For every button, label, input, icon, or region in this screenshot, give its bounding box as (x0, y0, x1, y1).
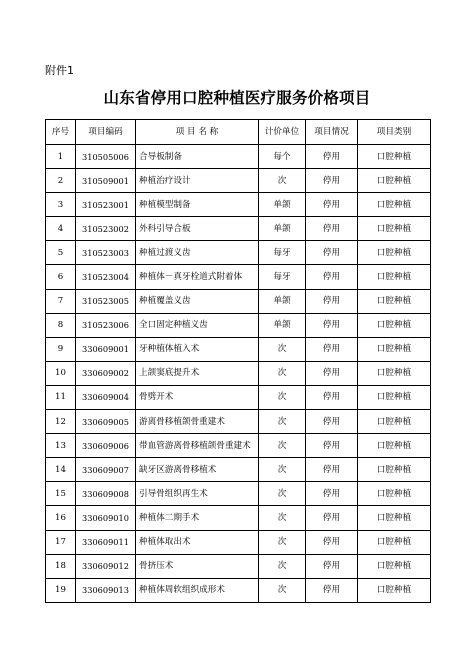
cell-name: 缺牙区游离骨移植术 (136, 458, 259, 482)
cell-status: 停用 (306, 265, 358, 289)
cell-index: 14 (46, 458, 76, 482)
cell-code: 310523002 (76, 217, 136, 241)
cell-index: 10 (46, 361, 76, 385)
cell-index: 16 (46, 506, 76, 530)
cell-index: 13 (46, 434, 76, 458)
cell-name: 引导骨组织再生术 (136, 482, 259, 506)
cell-unit: 次 (259, 434, 306, 458)
cell-unit: 次 (259, 506, 306, 530)
header-index: 序号 (46, 120, 76, 145)
cell-status: 停用 (306, 337, 358, 361)
cell-status: 停用 (306, 385, 358, 409)
cell-category: 口腔种植 (358, 313, 431, 337)
cell-category: 口腔种植 (358, 337, 431, 361)
cell-status: 停用 (306, 578, 358, 602)
table-row (46, 337, 431, 361)
cell-code: 310509001 (76, 169, 136, 193)
cell-category: 口腔种植 (358, 385, 431, 409)
cell-status: 停用 (306, 313, 358, 337)
cell-name: 带血管游离骨移植颌骨重建术 (136, 434, 259, 458)
cell-index: 6 (46, 265, 76, 289)
cell-unit: 单颌 (259, 289, 306, 313)
cell-unit: 次 (259, 458, 306, 482)
cell-category: 口腔种植 (358, 482, 431, 506)
header-code: 项目编码 (76, 120, 136, 145)
cell-index: 17 (46, 530, 76, 554)
cell-status: 停用 (306, 193, 358, 217)
table-row (46, 169, 431, 193)
cell-code: 310523001 (76, 193, 136, 217)
cell-index: 2 (46, 169, 76, 193)
cell-code: 310523005 (76, 289, 136, 313)
cell-code: 330609012 (76, 554, 136, 578)
cell-code: 330609006 (76, 434, 136, 458)
cell-category: 口腔种植 (358, 241, 431, 265)
cell-index: 18 (46, 554, 76, 578)
cell-unit: 单颌 (259, 193, 306, 217)
cell-index: 4 (46, 217, 76, 241)
cell-unit: 次 (259, 169, 306, 193)
cell-index: 3 (46, 193, 76, 217)
table-row (46, 265, 431, 289)
cell-name: 种植覆盖义齿 (136, 289, 259, 313)
cell-status: 停用 (306, 458, 358, 482)
cell-status: 停用 (306, 217, 358, 241)
cell-name: 种植体取出术 (136, 530, 259, 554)
cell-category: 口腔种植 (358, 169, 431, 193)
cell-unit: 单颌 (259, 217, 306, 241)
table-row (46, 217, 431, 241)
price-items-table (45, 119, 431, 603)
cell-code: 330609013 (76, 578, 136, 602)
cell-status: 停用 (306, 482, 358, 506)
cell-unit: 次 (259, 385, 306, 409)
table-row (46, 289, 431, 313)
cell-index: 8 (46, 313, 76, 337)
cell-name: 种植过渡义齿 (136, 241, 259, 265)
table-row (46, 482, 431, 506)
cell-status: 停用 (306, 361, 358, 385)
cell-code: 330609007 (76, 458, 136, 482)
cell-index: 7 (46, 289, 76, 313)
cell-unit: 次 (259, 482, 306, 506)
cell-code: 330609004 (76, 385, 136, 409)
cell-name: 种植体周软组织成形术 (136, 578, 259, 602)
cell-code: 310505006 (76, 145, 136, 169)
cell-unit: 单颌 (259, 313, 306, 337)
cell-unit: 次 (259, 554, 306, 578)
cell-name: 上颌窦底提升术 (136, 361, 259, 385)
cell-category: 口腔种植 (358, 554, 431, 578)
cell-name: 外科引导合板 (136, 217, 259, 241)
cell-category: 口腔种植 (358, 578, 431, 602)
cell-name: 骨劈开术 (136, 385, 259, 409)
cell-category: 口腔种植 (358, 506, 431, 530)
cell-index: 1 (46, 145, 76, 169)
cell-name: 骨挤压术 (136, 554, 259, 578)
cell-status: 停用 (306, 289, 358, 313)
cell-category: 口腔种植 (358, 434, 431, 458)
table-row (46, 193, 431, 217)
table-body (46, 145, 431, 603)
table-row (46, 530, 431, 554)
cell-status: 停用 (306, 530, 358, 554)
cell-category: 口腔种植 (358, 361, 431, 385)
cell-status: 停用 (306, 169, 358, 193)
table-row (46, 458, 431, 482)
header-category: 项目类别 (358, 120, 431, 145)
cell-name: 合导板制备 (136, 145, 259, 169)
cell-category: 口腔种植 (358, 193, 431, 217)
cell-index: 9 (46, 337, 76, 361)
cell-status: 停用 (306, 145, 358, 169)
table-row (46, 145, 431, 169)
cell-unit: 每个 (259, 145, 306, 169)
table-row (46, 313, 431, 337)
cell-unit: 次 (259, 337, 306, 361)
cell-unit: 每牙 (259, 241, 306, 265)
cell-unit: 次 (259, 530, 306, 554)
cell-unit: 每牙 (259, 265, 306, 289)
table-row (46, 506, 431, 530)
cell-name: 全口固定种植义齿 (136, 313, 259, 337)
header-unit: 计价单位 (259, 120, 306, 145)
cell-name: 牙种植体植入术 (136, 337, 259, 361)
cell-category: 口腔种植 (358, 217, 431, 241)
table-row (46, 241, 431, 265)
cell-name: 种植体－真牙栓道式附着体 (136, 265, 259, 289)
cell-status: 停用 (306, 506, 358, 530)
table-row (46, 361, 431, 385)
cell-status: 停用 (306, 554, 358, 578)
cell-status: 停用 (306, 241, 358, 265)
table-header-row (46, 120, 431, 145)
cell-unit: 次 (259, 361, 306, 385)
table-row (46, 434, 431, 458)
cell-category: 口腔种植 (358, 458, 431, 482)
cell-name: 游离骨移植颌骨重建术 (136, 410, 259, 434)
table-row (46, 410, 431, 434)
cell-status: 停用 (306, 434, 358, 458)
cell-code: 330609002 (76, 361, 136, 385)
table-row (46, 578, 431, 602)
cell-unit: 次 (259, 578, 306, 602)
cell-code: 310523004 (76, 265, 136, 289)
cell-code: 310523003 (76, 241, 136, 265)
cell-index: 11 (46, 385, 76, 409)
cell-status: 停用 (306, 410, 358, 434)
cell-code: 330609008 (76, 482, 136, 506)
cell-category: 口腔种植 (358, 410, 431, 434)
cell-unit: 次 (259, 410, 306, 434)
cell-category: 口腔种植 (358, 530, 431, 554)
header-status: 项目情况 (306, 120, 358, 145)
table-row (46, 554, 431, 578)
cell-index: 19 (46, 578, 76, 602)
cell-index: 15 (46, 482, 76, 506)
cell-index: 5 (46, 241, 76, 265)
cell-code: 330609011 (76, 530, 136, 554)
cell-code: 330609001 (76, 337, 136, 361)
cell-name: 种植模型制备 (136, 193, 259, 217)
cell-category: 口腔种植 (358, 289, 431, 313)
header-name: 项 目 名 称 (136, 120, 259, 145)
document-title: 山东省停用口腔种植医疗服务价格项目 (103, 89, 371, 107)
cell-name: 种植治疗设计 (136, 169, 259, 193)
cell-name: 种植体二期手术 (136, 506, 259, 530)
cell-index: 12 (46, 410, 76, 434)
cell-category: 口腔种植 (358, 265, 431, 289)
cell-category: 口腔种植 (358, 145, 431, 169)
cell-code: 310523006 (76, 313, 136, 337)
attachment-label: 附件1 (45, 64, 74, 77)
table-row (46, 385, 431, 409)
cell-code: 330609005 (76, 410, 136, 434)
cell-code: 330609010 (76, 506, 136, 530)
